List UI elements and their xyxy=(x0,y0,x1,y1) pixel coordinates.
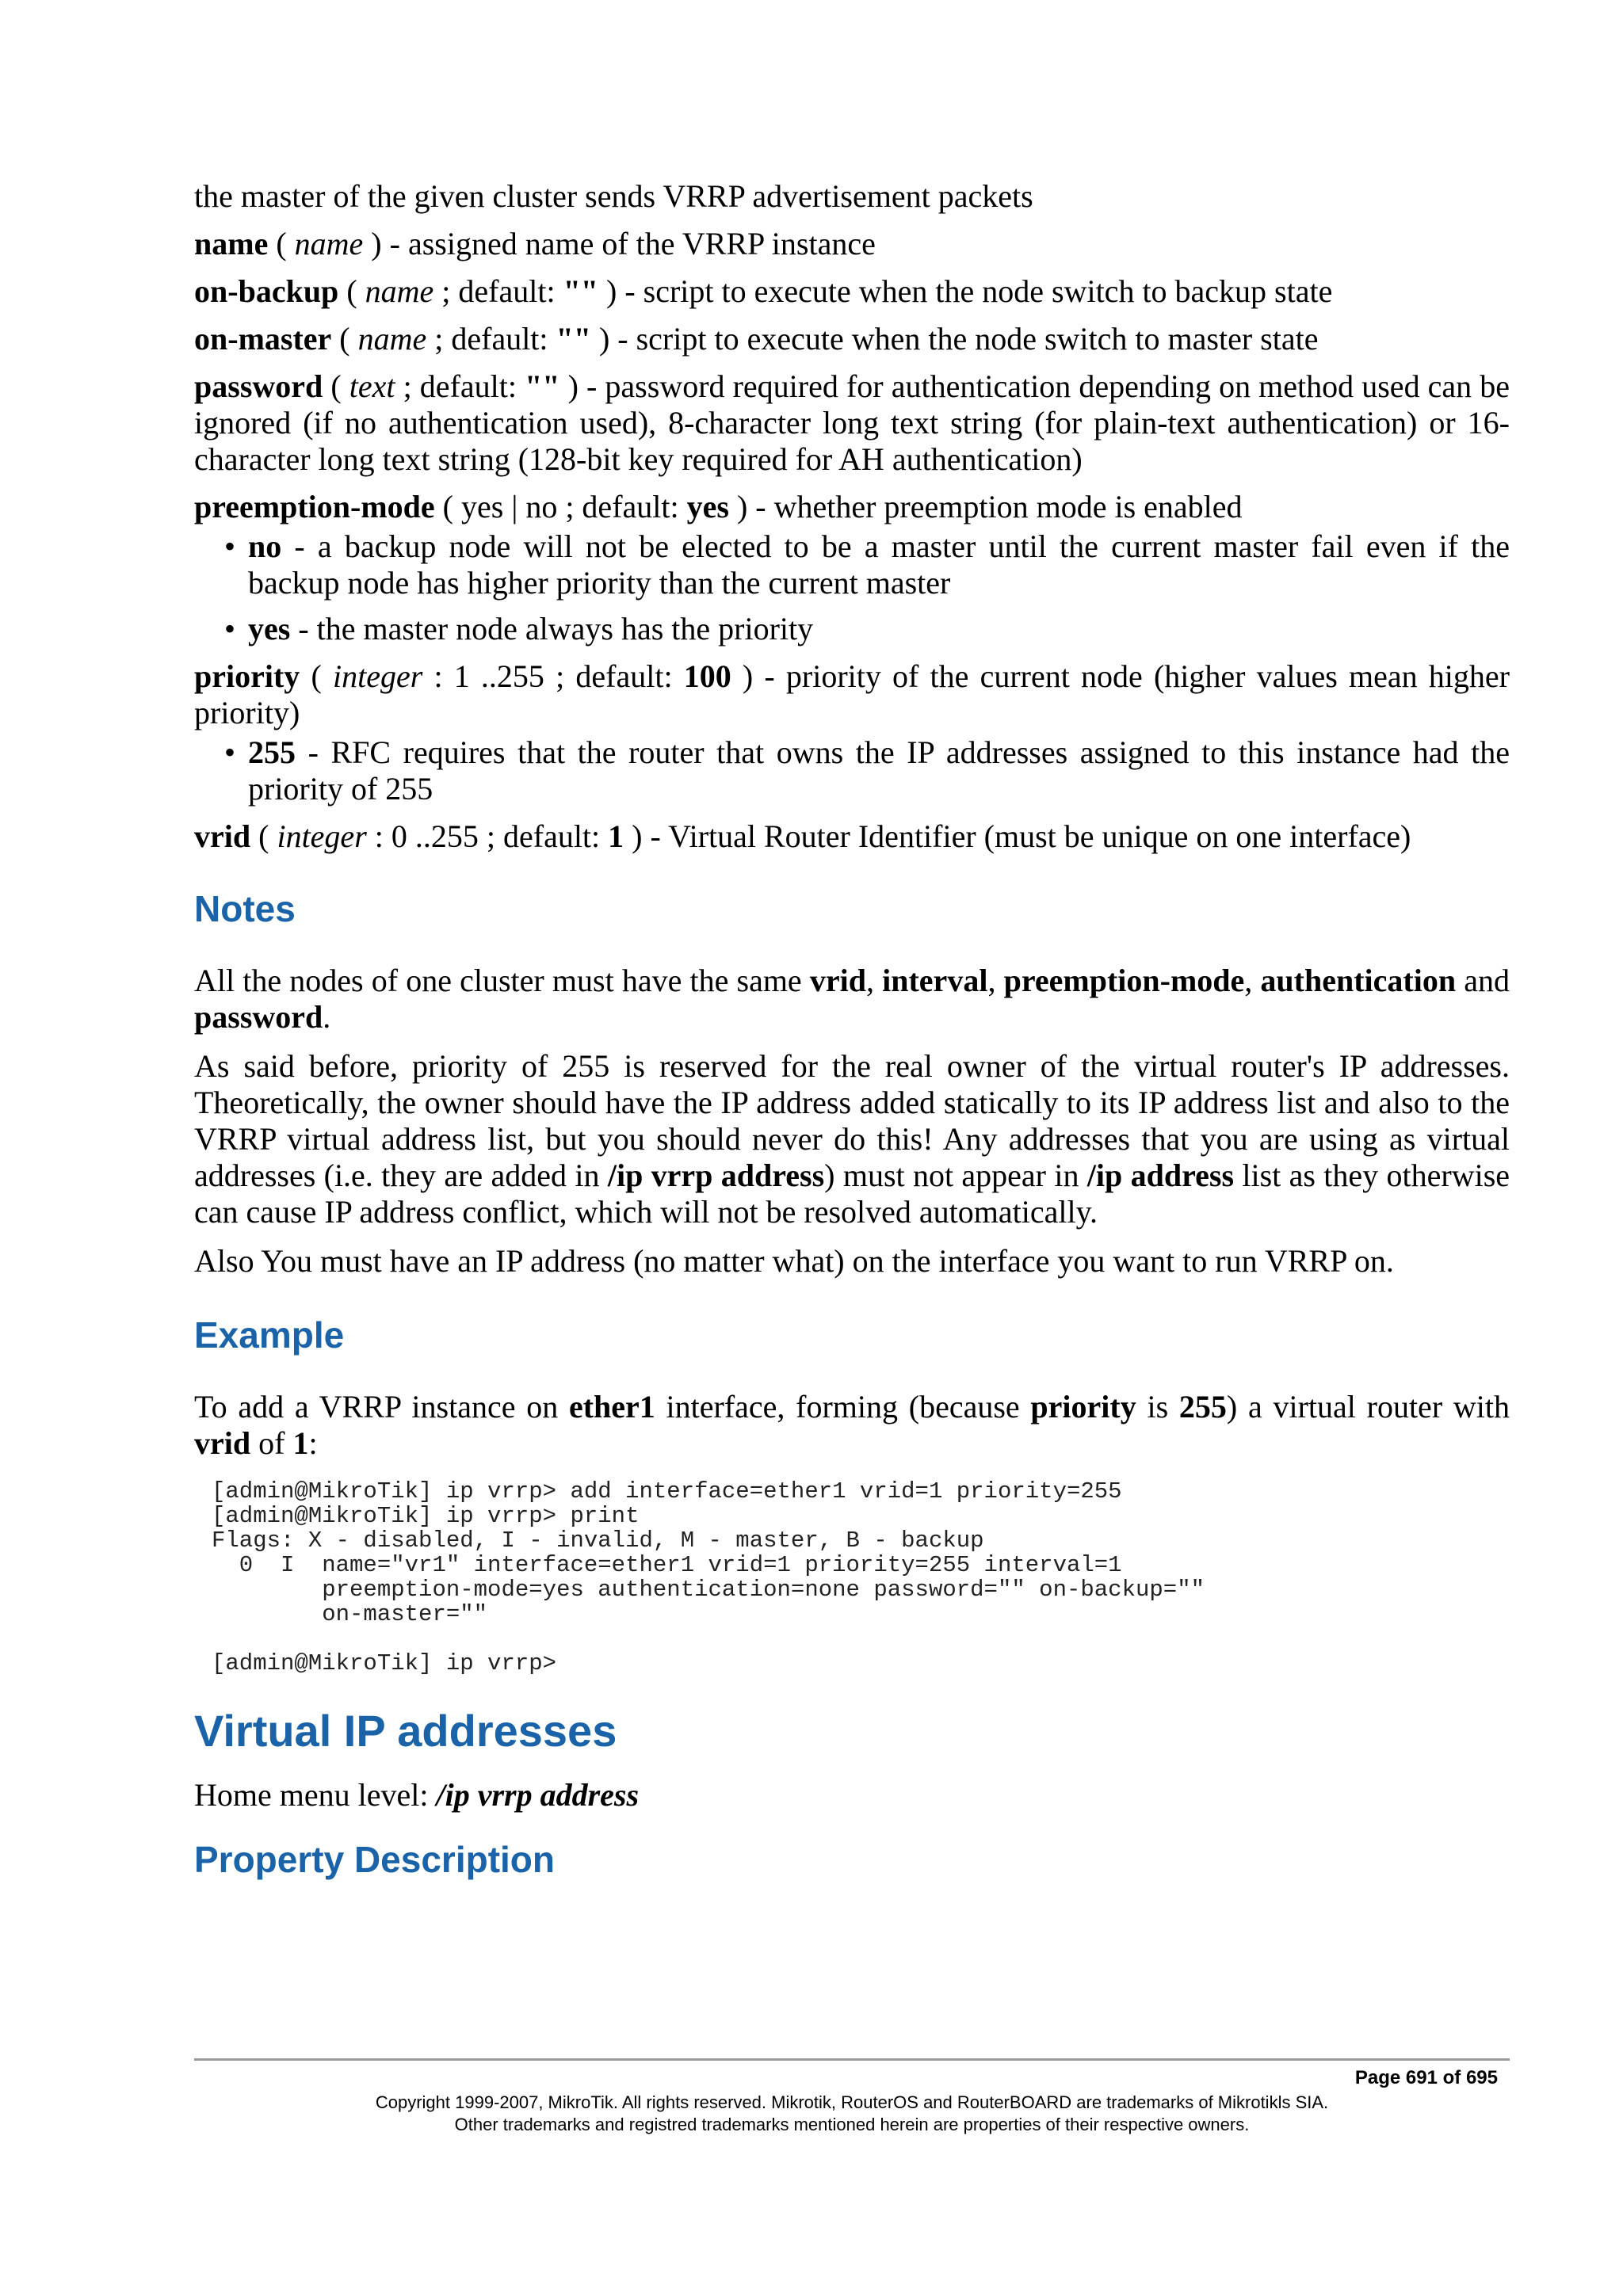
property-description: - script to execute when the node switch to backup state xyxy=(624,273,1333,309)
property-on-master: on-master ( name ; default: "" ) - script to execute when the node switch to master state xyxy=(194,321,1319,357)
copyright-line: Copyright 1999-2007, MikroTik. All rights reserved. Mikrotik, RouterOS and RouterBOARD are trademarks of Mikrotikls SIA. xyxy=(375,2092,1329,2112)
property-type: integer xyxy=(332,658,423,694)
preemption-options-list xyxy=(194,528,1510,647)
property-type: integer xyxy=(277,818,367,854)
page-footer xyxy=(194,2065,1510,2136)
property-default: "" xyxy=(563,273,598,309)
trademark-line: Other trademarks and registred trademarks mentioned herein are properties of their respective owners. xyxy=(454,2115,1250,2134)
priority-options-list xyxy=(194,734,1510,807)
property-default: 100 xyxy=(683,658,731,694)
property-description-heading: Property Description xyxy=(194,1839,555,1880)
property-description: - priority of the current node (higher values mean higher priority) xyxy=(194,658,1510,730)
property-term: vrid xyxy=(194,818,251,854)
property-term: preemption-mode xyxy=(194,489,435,524)
bullet-icon: • xyxy=(224,611,236,646)
notes-paragraph-1: All the nodes of one cluster must have the same vrid, interval, preemption-mode, authentication and password. xyxy=(194,963,1510,1035)
property-type: name xyxy=(357,321,427,357)
example-heading: Example xyxy=(194,1314,345,1356)
menu-path: /ip vrrp address xyxy=(436,1777,640,1813)
bullet-icon: • xyxy=(224,734,236,770)
list-item: • no - a backup node will not be elected to be a master until the current master fail even if the backup node has higher priority than the current master xyxy=(224,528,1510,601)
property-type: name xyxy=(294,226,364,261)
property-description: - Virtual Router Identifier (must be unique on one interface) xyxy=(650,818,1411,854)
list-item: • 255 - RFC requires that the router that owns the IP addresses assigned to this instance had the priority of 255 xyxy=(224,734,1510,807)
bullet-icon: • xyxy=(224,528,236,564)
property-term: priority xyxy=(194,658,300,694)
property-term: on-backup xyxy=(194,273,339,309)
example-paragraph: To add a VRRP instance on ether1 interface, forming (because priority is 255) a virtual router with vrid of 1: xyxy=(194,1389,1510,1461)
virtual-ip-heading: Virtual IP addresses xyxy=(194,1706,617,1756)
property-term: password xyxy=(194,368,323,404)
intro-line: the master of the given cluster sends VRRP advertisement packets xyxy=(194,178,1033,214)
list-item: • yes - the master node always has the priority xyxy=(224,611,814,646)
property-default: yes xyxy=(686,489,729,524)
property-term: name xyxy=(194,226,269,261)
property-term: on-master xyxy=(194,321,332,357)
property-default: 1 xyxy=(608,818,624,854)
notes-paragraph-3: Also You must have an IP address (no matter what) on the interface you want to run VRRP on. xyxy=(194,1243,1394,1279)
document-page xyxy=(194,178,1510,1882)
property-type: name xyxy=(365,273,434,309)
property-priority: priority ( integer : 1 ..255 ; default: 100 ) - priority of the current node (higher values mean higher priority) xyxy=(194,658,1510,730)
notes-heading: Notes xyxy=(194,888,296,929)
property-password: password ( text ; default: "" ) - password required for authentication depending on method used can be ignored (if no authentication used), 8-character long text string (for plain-text authentication) or 16-character long text string (128-bit key required for AH authentication) xyxy=(194,368,1510,477)
page-number: Page 691 of 695 xyxy=(1354,2067,1498,2088)
property-default: "" xyxy=(556,321,591,357)
property-preemption-mode: preemption-mode ( yes | no ; default: yes ) - whether preemption mode is enabled xyxy=(194,489,1243,524)
property-name: name ( name ) - assigned name of the VRRP instance xyxy=(194,226,876,261)
property-description: - password required for authentication depending on method used can be ignored (if no authentication used), 8-character long text string (for plain-text authentication) or 16-character long text string (128-bit key required for AH authentication) xyxy=(194,368,1510,477)
property-vrid: vrid ( integer : 0 ..255 ; default: 1 ) - Virtual Router Identifier (must be unique on one interface) xyxy=(194,818,1411,854)
property-type: text xyxy=(349,368,395,404)
home-menu-level: Home menu level: /ip vrrp address xyxy=(194,1777,640,1813)
property-description: - script to execute when the node switch to master state xyxy=(617,321,1319,357)
property-description: - assigned name of the VRRP instance xyxy=(389,226,876,261)
property-default: "" xyxy=(525,368,560,404)
property-on-backup: on-backup ( name ; default: "" ) - script to execute when the node switch to backup state xyxy=(194,273,1333,309)
footer-divider xyxy=(194,2058,1510,2061)
property-description: - whether preemption mode is enabled xyxy=(755,489,1243,524)
notes-paragraph-2: As said before, priority of 255 is reserved for the real owner of the virtual router's IP addresses. Theoretically, the owner should have the IP address added statically to its IP address list and also to the VRRP virtual address list, but you should never do this! Any addresses that you are using as virtual addresses (i.e. they are added in /ip vrrp address) must not appear in /ip address list as they otherwise can cause IP address conflict, which will not be resolved automatically. xyxy=(194,1048,1510,1230)
code-block: [admin@MikroTik] ip vrrp> add interface=ether1 vrid=1 priority=255 [admin@MikroTik] ip vrrp> print Flags: X - disabled, I - invalid, M - master, B - backup 0 I name="vr1" interface=ether1 vrid=1 priority=255 interval=1 preemption-mode=yes authentication=none password="" on-backup="" on-master="" [admin@MikroTik] ip vrrp> xyxy=(212,1478,1205,1676)
